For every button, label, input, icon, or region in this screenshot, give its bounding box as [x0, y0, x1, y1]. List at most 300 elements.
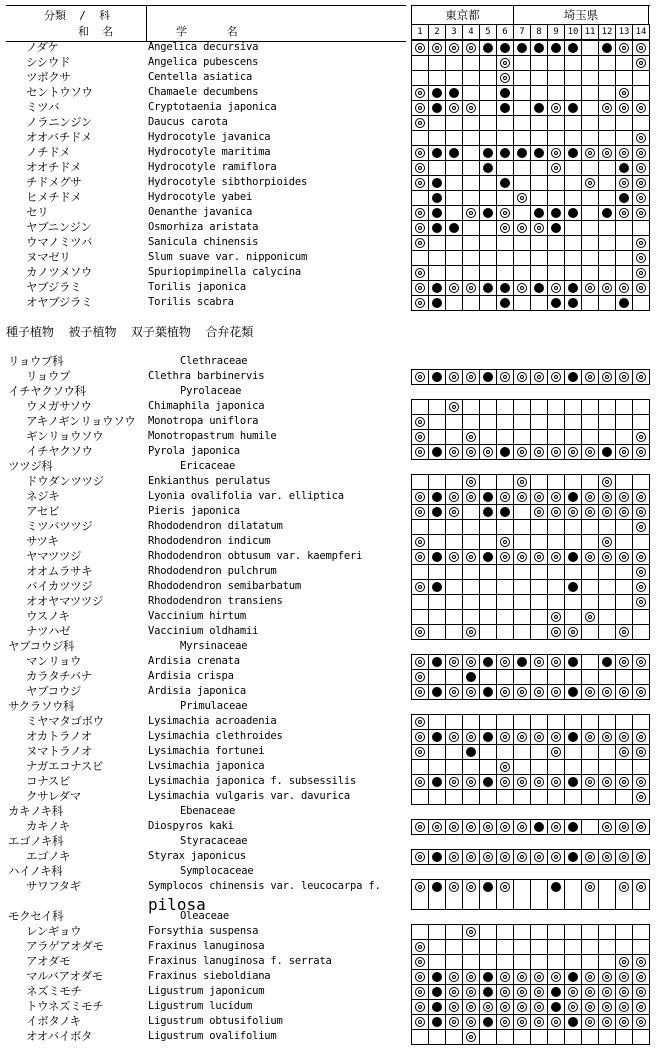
presence-filled-circle — [446, 146, 463, 161]
presence-double-circle — [497, 56, 514, 71]
grid-cell — [582, 251, 599, 266]
grid-cell — [548, 925, 565, 940]
presence-double-circle — [412, 370, 429, 385]
presence-double-circle — [616, 206, 633, 221]
grid-cell — [463, 191, 480, 206]
presence-filled-circle — [548, 41, 565, 56]
species-name-sci: Slum suave var. nipponicum — [148, 251, 308, 263]
species-name-jp: ヌマトラノオ — [26, 744, 93, 758]
grid-cell — [548, 56, 565, 71]
presence-double-circle — [412, 101, 429, 116]
grid-cell — [599, 131, 616, 146]
grid-cell — [582, 236, 599, 251]
grid-cell — [531, 56, 548, 71]
grid-cell — [480, 176, 497, 191]
grid-cell — [582, 475, 599, 490]
grid-cell — [514, 116, 531, 131]
grid-cell — [582, 116, 599, 131]
grid-cell — [514, 86, 531, 101]
species-name-sci: Ardisia crispa — [148, 670, 234, 682]
family-name-sci: Clethraceae — [180, 355, 248, 367]
presence-double-circle — [616, 850, 633, 865]
presence-double-circle — [463, 370, 480, 385]
presence-filled-circle — [599, 206, 616, 221]
presence-filled-circle — [565, 850, 582, 865]
family-row — [0, 384, 657, 399]
presence-double-circle — [548, 370, 565, 385]
presence-filled-circle — [497, 146, 514, 161]
grid-cell — [429, 475, 446, 490]
presence-filled-circle — [531, 820, 548, 835]
presence-filled-circle — [429, 206, 446, 221]
grid-cell — [565, 715, 582, 730]
presence-filled-circle — [548, 880, 565, 910]
presence-double-circle — [497, 370, 514, 385]
presence-filled-circle — [565, 820, 582, 835]
species-name-jp: アセビ — [26, 504, 60, 518]
grid-cell — [514, 56, 531, 71]
species-name-sci: Ligustrum lucidum — [148, 1000, 253, 1012]
presence-double-circle — [446, 370, 463, 385]
column-number: 5 — [480, 25, 497, 40]
presence-double-circle — [412, 221, 429, 236]
presence-double-circle — [582, 146, 599, 161]
grid-cell — [565, 56, 582, 71]
grid-cell — [412, 400, 429, 415]
presence-double-circle — [412, 146, 429, 161]
grid-cell — [633, 475, 650, 490]
presence-double-circle — [582, 880, 599, 910]
grid-cell — [548, 266, 565, 281]
grid-cell — [616, 236, 633, 251]
presence-double-circle — [548, 655, 565, 670]
presence-double-circle — [514, 281, 531, 296]
species-name-jp: ネズミモチ — [26, 984, 82, 998]
family-name-sci: Styracaceae — [180, 835, 248, 847]
grid-cell — [582, 925, 599, 940]
species-row — [0, 1014, 657, 1029]
presence-grid — [411, 40, 650, 311]
family-name-jp: ヤブコウジ科 — [8, 639, 75, 653]
grid-cell — [429, 715, 446, 730]
species-name-sci: Ligustrum japonicum — [148, 985, 265, 997]
grid-cell — [633, 400, 650, 415]
family-row — [0, 459, 657, 474]
family-row — [0, 864, 657, 879]
presence-double-circle — [616, 41, 633, 56]
presence-double-circle — [633, 266, 650, 281]
grid-cell — [633, 715, 650, 730]
family-row — [0, 834, 657, 849]
grid-cell — [531, 296, 548, 311]
presence-filled-circle — [497, 101, 514, 116]
grid-cell — [446, 176, 463, 191]
grid-cell — [548, 176, 565, 191]
species-name-jp: セントウソウ — [26, 85, 93, 99]
presence-double-circle — [633, 880, 650, 910]
presence-filled-circle — [548, 206, 565, 221]
grid-cell — [480, 475, 497, 490]
grid-cell — [463, 71, 480, 86]
grid-cell — [548, 236, 565, 251]
species-name-sci: Ligustrum obtusifolium — [148, 1015, 283, 1027]
species-row — [0, 609, 657, 624]
species-name-jp: イボタノキ — [26, 1014, 81, 1028]
presence-grid — [411, 879, 650, 910]
species-name-sci: Lvsimachia japonica — [148, 760, 265, 772]
presence-double-circle — [446, 281, 463, 296]
grid-cell — [463, 266, 480, 281]
species-row — [0, 534, 657, 549]
grid-cell — [497, 191, 514, 206]
grid-cell — [514, 176, 531, 191]
grid-cell — [616, 71, 633, 86]
grid-cell — [412, 475, 429, 490]
presence-double-circle — [497, 206, 514, 221]
presence-double-circle — [429, 820, 446, 835]
species-row — [0, 954, 657, 969]
presence-grid — [411, 819, 650, 835]
presence-filled-circle — [548, 221, 565, 236]
species-name-jp: シシウド — [26, 55, 71, 69]
presence-filled-circle — [497, 296, 514, 311]
species-name-sci: Lysimachia clethroides — [148, 730, 283, 742]
grid-cell — [514, 206, 531, 221]
grid-cell — [565, 251, 582, 266]
grid-cell — [548, 86, 565, 101]
species-row — [0, 489, 657, 504]
grid-cell — [480, 266, 497, 281]
grid-cell — [582, 820, 599, 835]
presence-double-circle — [412, 206, 429, 221]
family-name-jp: エゴノキ科 — [8, 834, 64, 848]
grid-cell — [565, 191, 582, 206]
presence-double-circle — [633, 236, 650, 251]
presence-double-circle — [616, 176, 633, 191]
grid-cell — [599, 116, 616, 131]
presence-filled-circle — [616, 296, 633, 311]
presence-filled-circle — [497, 41, 514, 56]
family-row — [0, 909, 657, 924]
presence-double-circle — [480, 820, 497, 835]
presence-double-circle — [514, 475, 531, 490]
grid-cell — [480, 236, 497, 251]
grid-cell — [480, 116, 497, 131]
grid-cell — [599, 880, 616, 910]
grid-cell — [548, 251, 565, 266]
grid-cell — [429, 56, 446, 71]
grid-cell — [480, 925, 497, 940]
grid-cell — [616, 56, 633, 71]
species-name-jp: ドウダンツツジ — [26, 474, 104, 488]
presence-double-circle — [446, 820, 463, 835]
presence-double-circle — [412, 655, 429, 670]
presence-double-circle — [463, 475, 480, 490]
presence-double-circle — [497, 221, 514, 236]
grid-cell — [565, 131, 582, 146]
presence-double-circle — [412, 820, 429, 835]
presence-double-circle — [548, 146, 565, 161]
presence-double-circle — [548, 101, 565, 116]
species-name-sci: Torilis scabra — [148, 296, 234, 308]
species-name-jp: ミツバ — [26, 100, 60, 114]
species-row — [0, 429, 657, 444]
grid-cell — [480, 221, 497, 236]
species-row — [0, 789, 657, 804]
column-number: 6 — [497, 25, 514, 40]
grid-cell — [548, 191, 565, 206]
presence-double-circle — [497, 850, 514, 865]
presence-double-circle — [616, 820, 633, 835]
grid-cell — [582, 131, 599, 146]
grid-cell — [497, 236, 514, 251]
presence-double-circle — [463, 41, 480, 56]
species-name-sci: Clethra barbinervis — [148, 370, 265, 382]
presence-double-circle — [463, 880, 480, 910]
presence-filled-circle — [514, 655, 531, 670]
presence-filled-circle — [497, 176, 514, 191]
grid-cell — [412, 191, 429, 206]
presence-filled-circle — [565, 101, 582, 116]
presence-double-circle — [633, 161, 650, 176]
presence-double-circle — [616, 146, 633, 161]
grid-cell — [480, 715, 497, 730]
grid-cell — [463, 176, 480, 191]
grid-cell — [463, 715, 480, 730]
grid-cell — [616, 251, 633, 266]
family-row — [0, 354, 657, 369]
presence-double-circle — [412, 850, 429, 865]
species-name-sci: Rhododendron obtusum var. kaempferi — [148, 550, 363, 562]
presence-double-circle — [412, 236, 429, 251]
grid-cell — [599, 161, 616, 176]
grid-cell — [531, 236, 548, 251]
presence-filled-circle — [616, 191, 633, 206]
species-name-jp: ナガエコナスビ — [26, 759, 104, 773]
species-name-sci: Chimaphila japonica — [148, 400, 265, 412]
grid-cell — [480, 71, 497, 86]
column-number: 10 — [565, 25, 582, 40]
species-name-sci: Styrax japonicus — [148, 850, 246, 862]
grid-cell — [412, 131, 429, 146]
grid-cell — [463, 56, 480, 71]
presence-double-circle — [633, 101, 650, 116]
presence-double-circle — [412, 161, 429, 176]
presence-double-circle — [412, 86, 429, 101]
grid-cell — [446, 715, 463, 730]
grid-cell — [599, 236, 616, 251]
presence-double-circle — [463, 281, 480, 296]
grid-cell — [480, 131, 497, 146]
presence-filled-circle — [599, 655, 616, 670]
prefecture-saitama: 埼玉県 — [514, 6, 649, 24]
grid-cell — [412, 71, 429, 86]
grid-cell — [582, 715, 599, 730]
species-name-sci: Ardisia japonica — [148, 685, 246, 697]
presence-double-circle — [616, 880, 633, 910]
presence-double-circle — [599, 475, 616, 490]
header-scientific-name: 学 名 — [176, 25, 238, 38]
species-name-sci: Ligustrum ovalifolium — [148, 1030, 277, 1042]
presence-double-circle — [531, 850, 548, 865]
grid-cell — [582, 56, 599, 71]
grid-cell — [531, 880, 548, 910]
grid-cell — [514, 715, 531, 730]
grid-cell — [412, 925, 429, 940]
species-row — [0, 549, 657, 564]
species-name-sci: Ardisia crenata — [148, 655, 240, 667]
column-number: 14 — [633, 25, 650, 40]
species-name-sci: Chamaele decumbens — [148, 86, 259, 98]
species-name-jp: コナスビ — [26, 774, 70, 788]
species-name-jp: ナツハゼ — [26, 624, 71, 638]
grid-cell — [531, 191, 548, 206]
species-row — [0, 444, 657, 459]
grid-cell — [582, 101, 599, 116]
species-name-jp: ウメガサソウ — [26, 399, 92, 413]
presence-double-circle — [514, 221, 531, 236]
grid-cell — [446, 116, 463, 131]
presence-double-circle — [446, 41, 463, 56]
grid-cell — [429, 266, 446, 281]
species-name-jp: アキノギンリョウソウ — [26, 414, 136, 428]
presence-double-circle — [463, 101, 480, 116]
presence-double-circle — [633, 191, 650, 206]
grid-cell — [565, 176, 582, 191]
family-name-sci: Symplocaceae — [180, 865, 254, 877]
species-row — [0, 969, 657, 984]
species-name-jp: クサレダマ — [26, 789, 81, 803]
grid-cell — [463, 131, 480, 146]
grid-cell — [412, 251, 429, 266]
grid-cell — [531, 925, 548, 940]
species-name-jp: ミツバツツジ — [26, 519, 93, 533]
column-number: 1 — [412, 25, 429, 40]
presence-filled-circle — [565, 370, 582, 385]
table-header-names — [6, 5, 406, 42]
presence-double-circle — [633, 370, 650, 385]
presence-double-circle — [497, 71, 514, 86]
presence-double-circle — [633, 41, 650, 56]
grid-cell — [497, 925, 514, 940]
column-number: 3 — [446, 25, 463, 40]
presence-double-circle — [599, 281, 616, 296]
grid-cell — [616, 400, 633, 415]
presence-double-circle — [463, 925, 480, 940]
grid-cell — [446, 296, 463, 311]
grid-cell — [514, 251, 531, 266]
family-name-jp: ハイノキ科 — [8, 864, 63, 878]
section-title: 種子植物 被子植物 双子葉植物 合弁花類 — [6, 325, 254, 339]
grid-cell — [599, 71, 616, 86]
grid-cell — [565, 116, 582, 131]
grid-cell — [565, 400, 582, 415]
species-name-jp: バイカツツジ — [26, 579, 93, 593]
grid-cell — [514, 296, 531, 311]
presence-filled-circle — [497, 86, 514, 101]
species-name-sci: Oenanthe javanica — [148, 206, 253, 218]
column-number: 7 — [514, 25, 531, 40]
presence-double-circle — [582, 176, 599, 191]
family-name-jp: モクセイ科 — [8, 909, 64, 923]
presence-filled-circle — [480, 206, 497, 221]
species-name-sci: Torilis japonica — [148, 281, 246, 293]
grid-cell — [531, 116, 548, 131]
presence-double-circle — [514, 370, 531, 385]
grid-cell — [480, 400, 497, 415]
grid-cell — [633, 71, 650, 86]
presence-double-circle — [429, 41, 446, 56]
grid-cell — [548, 71, 565, 86]
grid-cell — [582, 86, 599, 101]
presence-double-circle — [616, 370, 633, 385]
family-row — [0, 804, 657, 819]
presence-double-circle — [463, 655, 480, 670]
grid-cell — [514, 101, 531, 116]
presence-double-circle — [463, 820, 480, 835]
column-number: 11 — [582, 25, 599, 40]
grid-cell — [565, 925, 582, 940]
grid-cell — [582, 400, 599, 415]
family-name-sci: Myrsinaceae — [180, 640, 248, 652]
species-name-sci: Lysimachia vulgaris var. davurica — [148, 790, 351, 802]
presence-double-circle — [514, 191, 531, 206]
grid-cell — [463, 86, 480, 101]
species-name-jp: ヤマツツジ — [26, 549, 82, 563]
grid-cell — [582, 206, 599, 221]
species-name-jp: ヒメチドメ — [26, 190, 82, 204]
grid-cell — [531, 71, 548, 86]
grid-cell — [429, 161, 446, 176]
presence-double-circle — [480, 850, 497, 865]
species-name-jp: カノツメソウ — [26, 265, 93, 279]
family-name-jp: リョウブ科 — [8, 354, 64, 368]
species-name-sci: Lysimachia japonica f. subsessilis — [148, 775, 357, 787]
grid-cell — [565, 86, 582, 101]
presence-double-circle — [633, 281, 650, 296]
species-name-jp: チドメグサ — [26, 175, 82, 189]
grid-cell — [582, 266, 599, 281]
species-name-sci: Diospyros kaki — [148, 820, 234, 832]
grid-cell — [633, 221, 650, 236]
grid-cell — [446, 206, 463, 221]
grid-cell — [429, 116, 446, 131]
grid-cell — [599, 925, 616, 940]
family-name-sci: Pyrolaceae — [180, 385, 242, 397]
species-name-jp: マンリョウ — [26, 654, 82, 668]
presence-double-circle — [548, 850, 565, 865]
species-name-sci: Angelica pubescens — [148, 56, 259, 68]
species-name-sci: Angelica decursiva — [148, 41, 259, 53]
grid-cell — [446, 71, 463, 86]
grid-cell — [463, 236, 480, 251]
presence-filled-circle — [429, 146, 446, 161]
grid-cell — [429, 131, 446, 146]
grid-cell — [616, 221, 633, 236]
presence-double-circle — [633, 251, 650, 266]
presence-filled-circle — [480, 41, 497, 56]
presence-double-circle — [599, 101, 616, 116]
column-numbers — [412, 25, 650, 40]
presence-filled-circle — [480, 880, 497, 910]
grid-cell — [446, 161, 463, 176]
species-name-sci: Hydrocotyle javanica — [148, 131, 271, 143]
grid-cell — [531, 251, 548, 266]
presence-filled-circle — [565, 281, 582, 296]
species-name-jp: サワフタギ — [26, 879, 81, 893]
grid-cell — [497, 116, 514, 131]
grid-cell — [565, 266, 582, 281]
